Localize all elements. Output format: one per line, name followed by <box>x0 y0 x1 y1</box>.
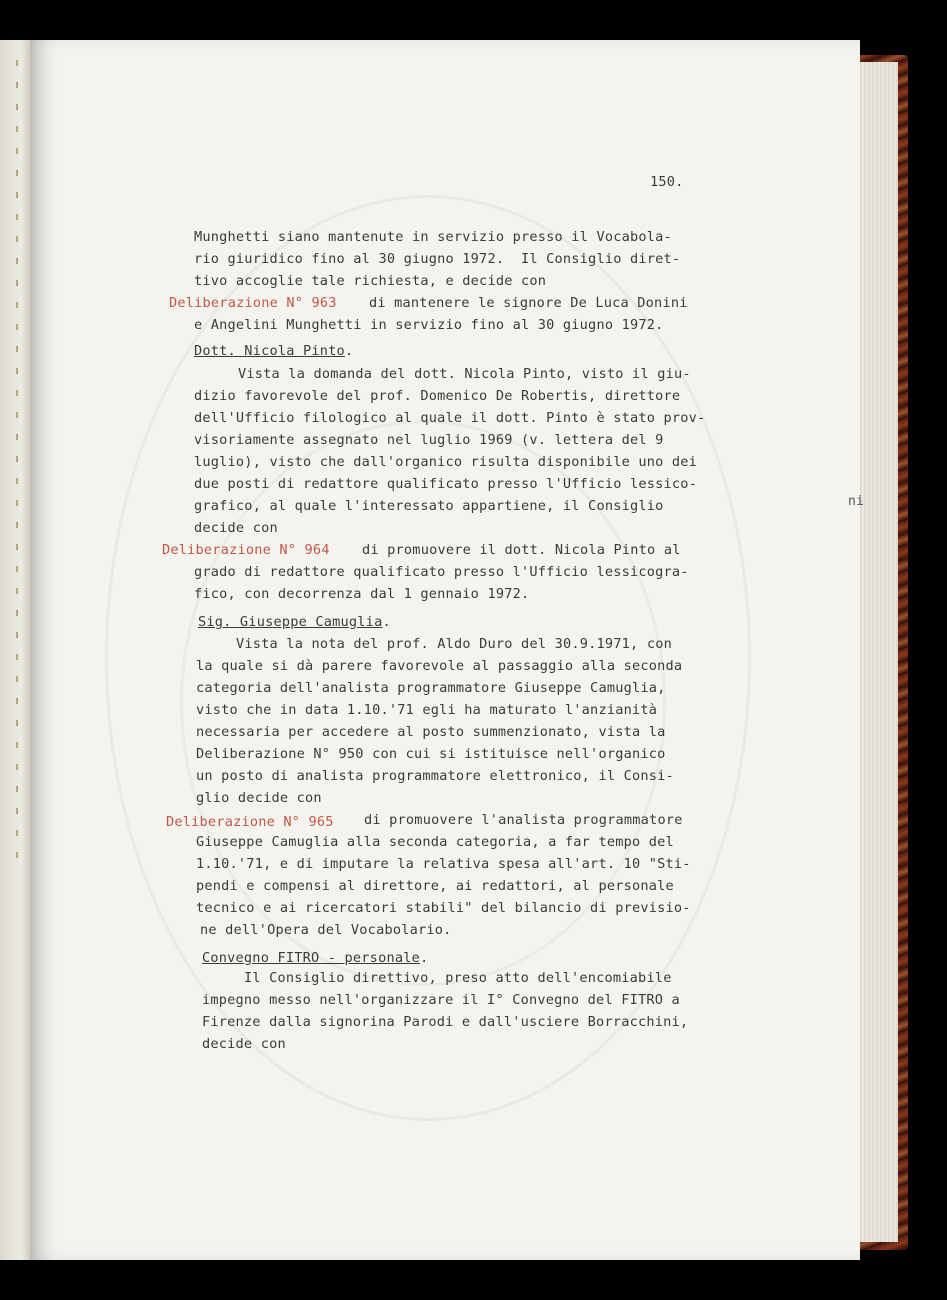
text-line: glio decide con <box>196 790 322 806</box>
text-line: di mantenere le signore De Luca Donini <box>369 295 688 311</box>
text-line: Vista la nota del prof. Aldo Duro del 30.9.1971, con <box>236 636 672 652</box>
deliberation-label: Deliberazione N° 963 <box>169 295 337 311</box>
section-heading-text: Dott. Nicola Pinto <box>194 343 345 359</box>
deliberation-label: Deliberazione N° 965 <box>166 814 334 830</box>
text-line: Giuseppe Camuglia alla seconda categoria, a far tempo del <box>196 834 674 850</box>
text-line: fico, con decorrenza dal 1 gennaio 1972. <box>194 586 530 602</box>
text-line: tecnico e ai ricercatori stabili" del bilancio di previsio- <box>196 900 691 916</box>
text-line: e Angelini Munghetti in servizio fino al 30 giugno 1972. <box>194 317 664 333</box>
text-line: Vista la domanda del dott. Nicola Pinto, visto il giu- <box>238 366 691 382</box>
section-heading: Sig. Giuseppe Camuglia. <box>198 614 391 630</box>
text-line: necessaria per accedere al posto summenzionato, vista la <box>196 724 666 740</box>
text-line: ne dell'Opera del Vocabolario. <box>200 922 452 938</box>
text-line: dell'Ufficio filologico al quale il dott. Pinto è stato prov- <box>194 410 706 426</box>
deliberation-label: Deliberazione N° 964 <box>162 542 330 558</box>
text-line: un posto di analista programmatore elettronico, il Consi- <box>196 768 674 784</box>
text-line: 1.10.'71, e di imputare la relativa spesa all'art. 10 "Sti- <box>196 856 691 872</box>
text-line: tivo accoglie tale richiesta, e decide con <box>194 273 547 289</box>
text-line: decide con <box>202 1036 286 1052</box>
text-line: pendi e compensi al direttore, ai redattori, al personale <box>196 878 674 894</box>
text-line: luglio), visto che dall'organico risulta disponibile uno dei <box>194 454 698 470</box>
left-page <box>0 40 30 1260</box>
text-line: categoria dell'analista programmatore Giuseppe Camuglia, <box>196 680 666 696</box>
text-line: di promuovere l'analista programmatore <box>364 812 683 828</box>
text-line: di promuovere il dott. Nicola Pinto al <box>362 542 681 558</box>
text-line: rio giuridico fino al 30 giugno 1972. Il Consiglio diret- <box>194 251 681 267</box>
text-line: la quale si dà parere favorevole al passaggio alla seconda <box>196 658 683 674</box>
section-heading: Convegno FITRO - personale. <box>202 950 429 966</box>
document-page <box>30 40 865 1260</box>
text-line: dizio favorevole del prof. Domenico De Robertis, direttore <box>194 388 681 404</box>
text-line: decide con <box>194 520 278 536</box>
page-text <box>30 40 865 1260</box>
section-heading: Dott. Nicola Pinto. <box>194 343 354 359</box>
section-heading-text: Convegno FITRO - personale <box>202 950 420 966</box>
text-line: impegno messo nell'organizzare il I° Convegno del FITRO a <box>202 992 680 1008</box>
text-line: Munghetti siano mantenute in servizio presso il Vocabola- <box>194 229 672 245</box>
text-line: Firenze dalla signorina Parodi e dall'usciere Borracchini, <box>202 1014 689 1030</box>
text-line: visto che in data 1.10.'71 egli ha maturato l'anzianità <box>196 702 658 718</box>
text-line: Deliberazione N° 950 con cui si istituisce nell'organico <box>196 746 666 762</box>
page-number: 150. <box>650 174 684 190</box>
text-line: visoriamente assegnato nel luglio 1969 (v. lettera del 9 <box>194 432 664 448</box>
page-edges <box>858 62 898 1242</box>
section-heading-text: Sig. Giuseppe Camuglia <box>198 614 383 630</box>
text-line: Il Consiglio direttivo, preso atto dell'encomiabile <box>244 970 672 986</box>
facing-page-fragment: ni <box>848 494 865 509</box>
text-line: grado di redattore qualificato presso l'Ufficio lessicogra- <box>194 564 689 580</box>
text-line: due posti di redattore qualificato presso l'Ufficio lessico- <box>194 476 698 492</box>
left-page-marks <box>16 60 18 860</box>
text-line: grafico, al quale l'interessato appartiene, il Consiglio <box>194 498 664 514</box>
